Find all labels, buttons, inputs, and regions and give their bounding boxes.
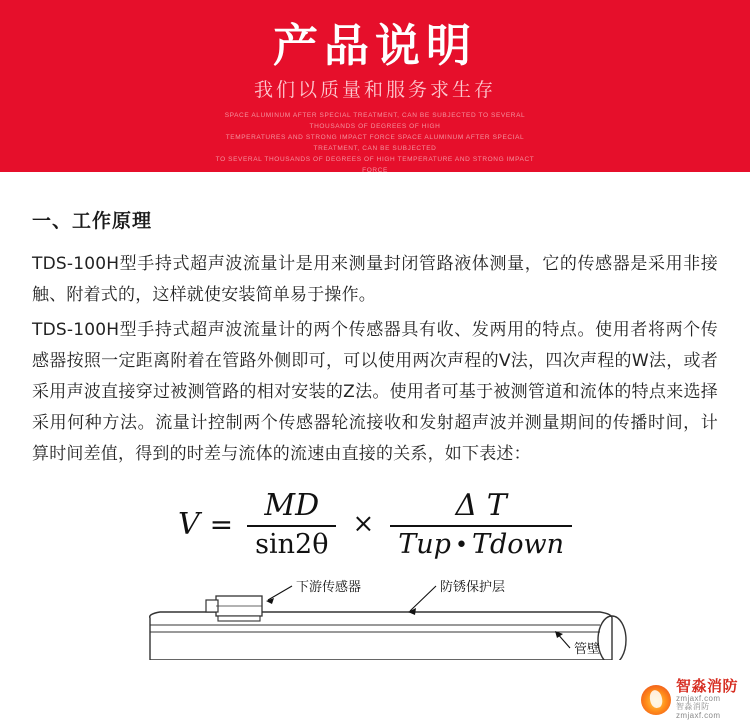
formula-variable-v: V <box>178 506 200 542</box>
watermark-pinyin-secondary: zmjaxf.com <box>675 710 721 720</box>
formula-left-denominator: sin2θ <box>255 529 329 560</box>
watermark <box>641 679 738 720</box>
formula-right-denominator-tup: Tup <box>398 529 451 560</box>
velocity-formula <box>32 488 718 560</box>
banner-english-text <box>210 110 540 172</box>
formula-equals-sign: = <box>209 507 234 541</box>
sensor-installation-diagram <box>0 570 750 660</box>
formula-left-numerator: MD <box>264 488 320 523</box>
banner-english-line-3: TO SEVERAL THOUSANDS OF DEGREES OF HIGH TEMPERATURE AND STRONG IMPACT FORCE <box>215 156 535 172</box>
leader-line-sensor <box>268 586 292 600</box>
sensor-base <box>218 616 260 621</box>
label-anti-rust-layer: 防锈保护层 <box>440 580 506 595</box>
formula-multiply-sign: × <box>352 509 375 539</box>
diagram-svg <box>0 570 750 660</box>
formula-right-numerator: Δ T <box>455 488 507 523</box>
page-title: 产品说明 <box>272 19 477 72</box>
paragraph-2: TDS-100H型手持式超声波流量计的两个传感器具有收、发两用的特点。使用者将两个传感器按照一定距离附着在管路外侧即可，可以使用两次声程的V法，四次声程的W法，或者采用声波直接穿过被测管路的相对安装的Z法。使用者可基于被测管道和流体的特点来选择采用何种方法。流量计控制两个传感器轮流接收和发射超声波并测量期间的传播时间，计算时间差值，得到的时差与流体的流速由直接的关系，如下表述： <box>32 320 718 464</box>
formula-right-denominator-dot: • <box>454 533 468 558</box>
label-downstream-sensor: 下游传感器 <box>296 580 362 595</box>
watermark-brand: 智淼消防 <box>675 677 738 696</box>
paragraph-1: TDS-100H型手持式超声波流量计是用来测量封闭管路液体测量，它的传感器是采用非接触、附着式的，这样就使安装简单易于操作。 <box>32 254 718 305</box>
page-header-banner <box>0 0 750 172</box>
watermark-pinyin: zmjaxf.com <box>675 693 721 703</box>
watermark-brand-secondary: 智淼消防 <box>675 702 710 712</box>
leader-line-coating <box>410 586 436 611</box>
banner-content <box>0 0 750 172</box>
watermark-text <box>676 679 738 720</box>
formula-right-denominator-tdown: Tdown <box>471 529 564 560</box>
flame-logo-icon <box>641 685 671 715</box>
banner-english-line-1: SPACE ALUMINUM AFTER SPECIAL TREATMENT, CAN BE SUBJECTED TO SEVERAL THOUSANDS OF DEGREES OF HIGH <box>224 112 526 130</box>
page-subtitle: 我们以质量和服务求生存 <box>253 79 496 101</box>
banner-english-line-2: TEMPERATURES AND STRONG IMPACT FORCE SPACE ALUMINUM AFTER SPECIAL TREATMENT, CAN BE SUBJECTED <box>225 134 525 152</box>
section-heading-working-principle: 一、工作原理 <box>32 210 153 232</box>
formula-right-fraction <box>390 488 572 560</box>
formula-right-denominator <box>390 527 572 560</box>
label-pipe-wall: 管壁 <box>574 642 601 657</box>
document-content <box>0 206 750 560</box>
formula-left-fraction <box>247 488 336 560</box>
